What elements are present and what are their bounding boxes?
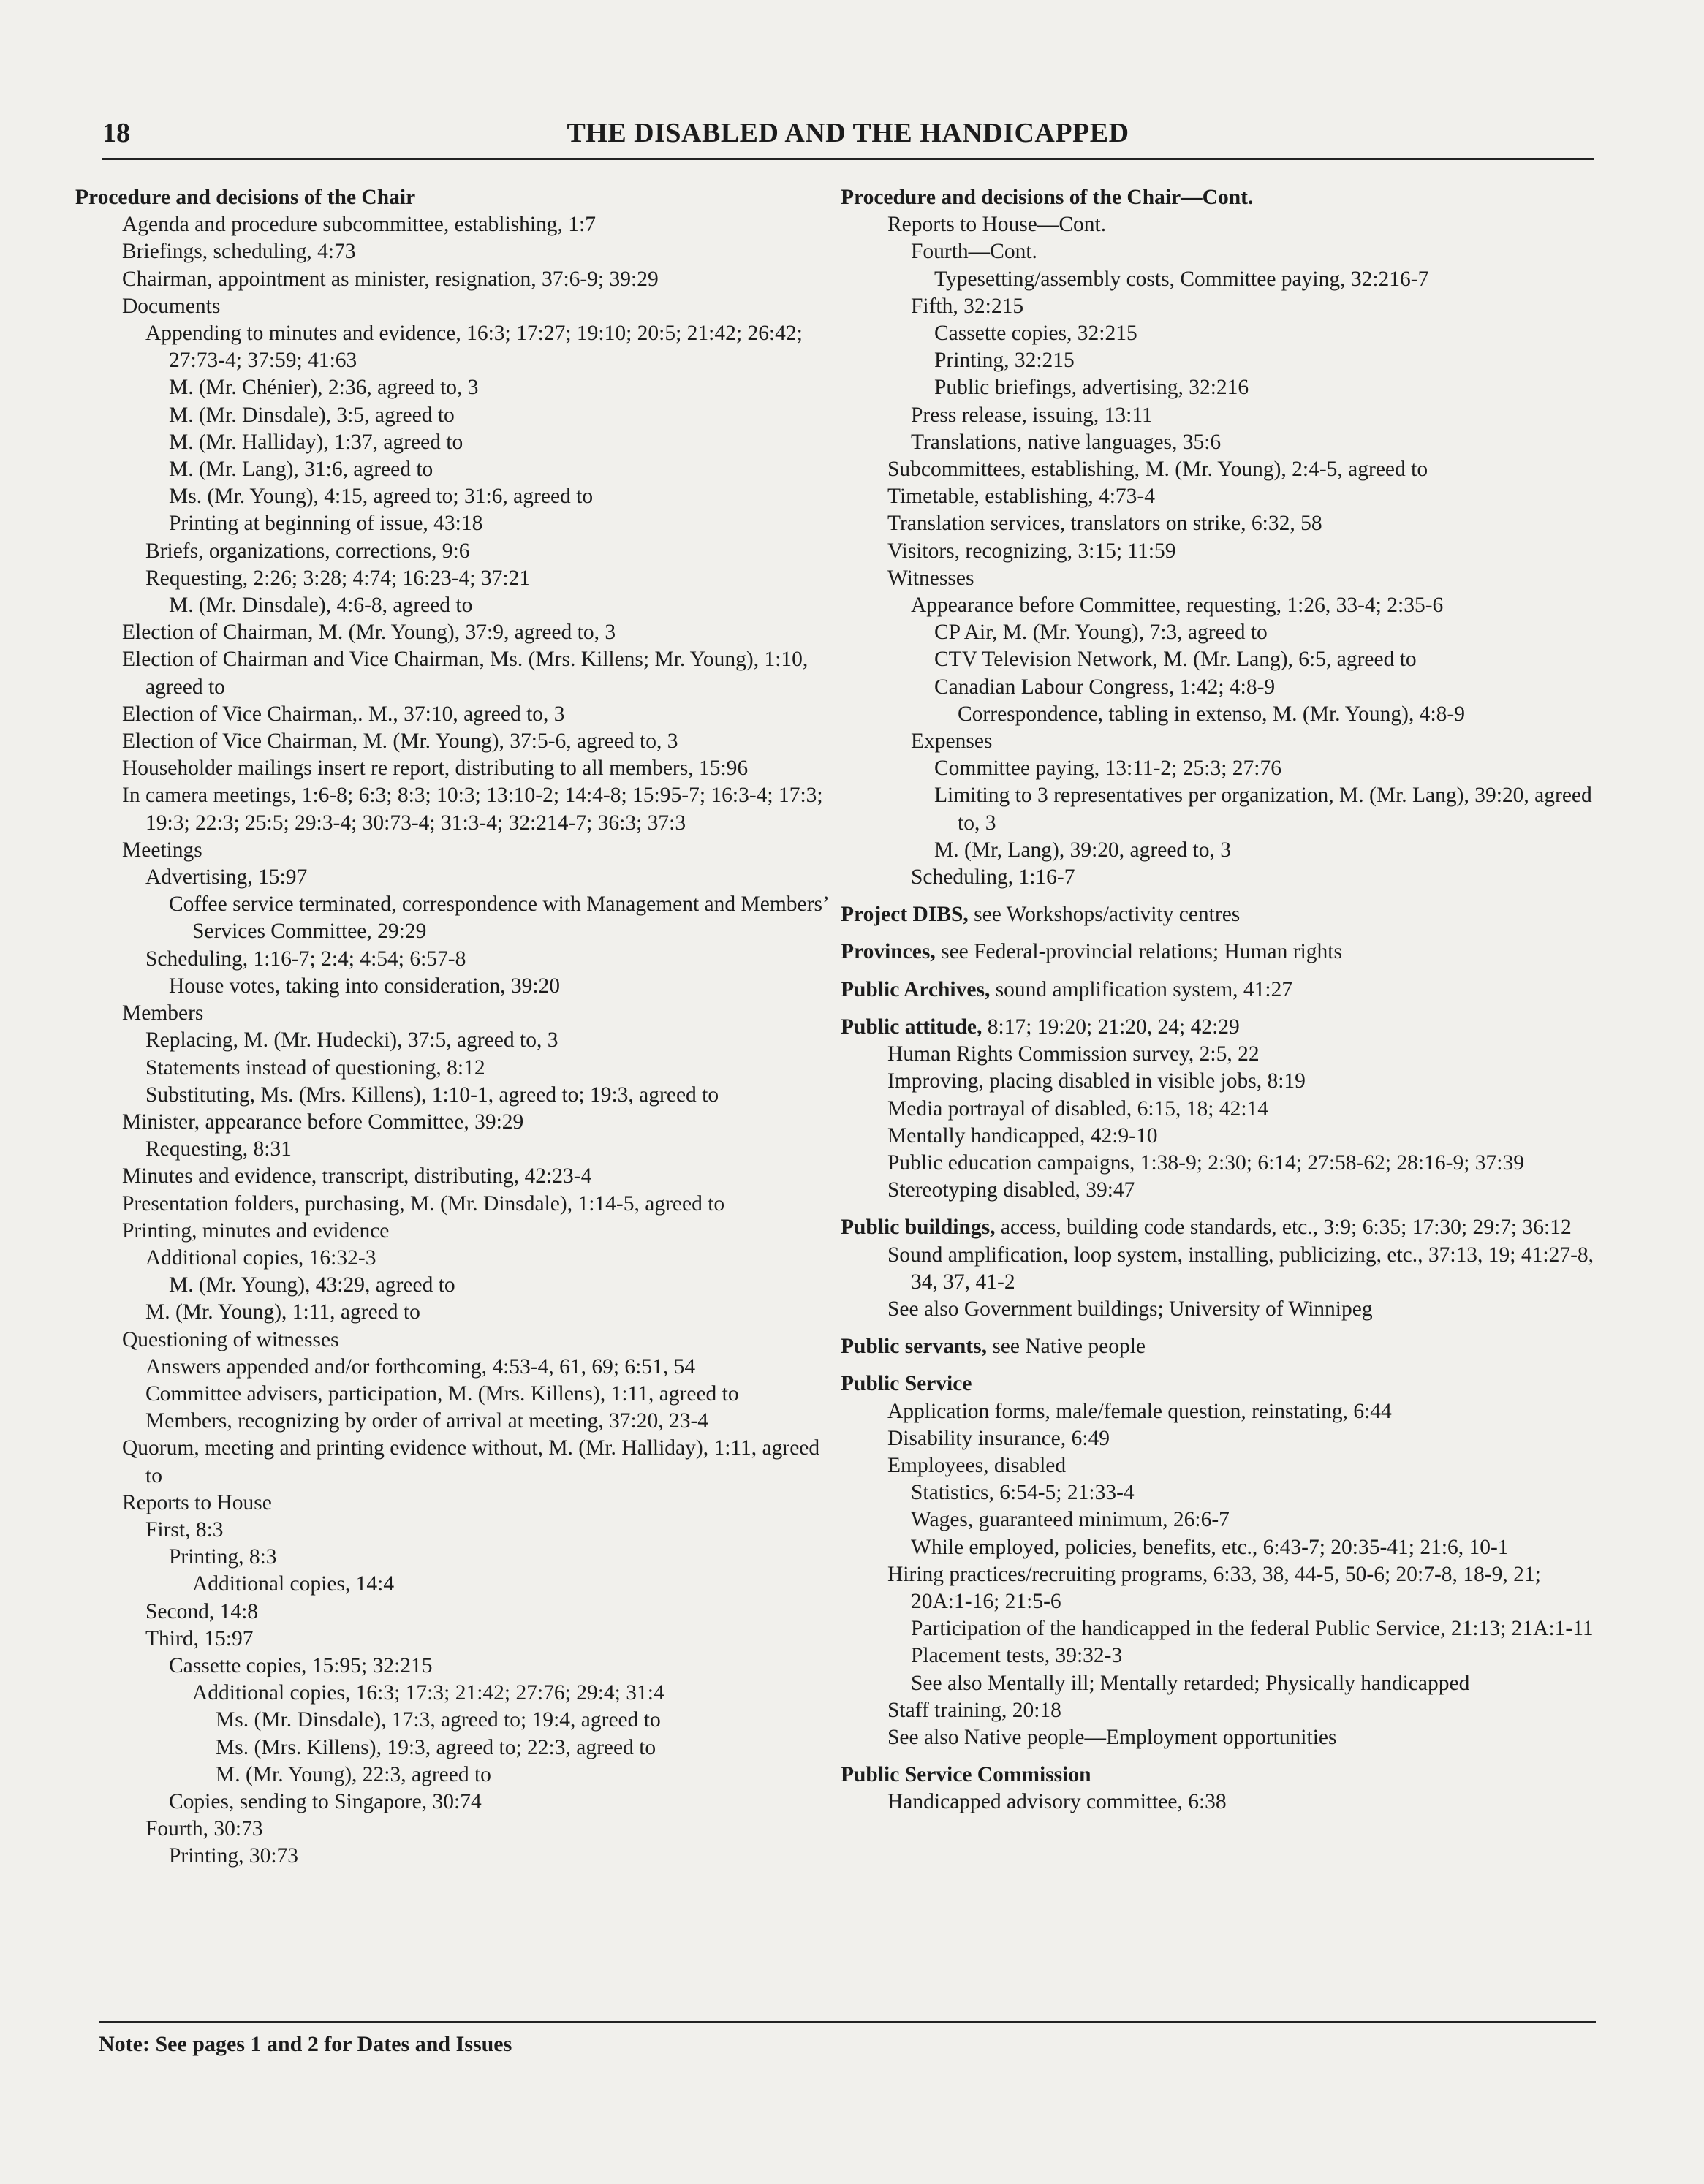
index-entry: Election of Chairman, M. (Mr. Young), 37:9, agreed to, 3 bbox=[122, 621, 616, 645]
index-entry: Witnesses bbox=[887, 566, 974, 590]
index-entry: Agenda and procedure subcommittee, establishing, 1:7 bbox=[122, 213, 597, 237]
index-entry: Third, 15:97 bbox=[145, 1626, 254, 1650]
index-entry: Statistics, 6:54-5; 21:33-4 bbox=[911, 1481, 1135, 1505]
index-entry: Ms. (Mrs. Killens), 19:3, agreed to; 22:3, agreed to bbox=[216, 1735, 656, 1759]
index-entry: Scheduling, 1:16-7; 2:4; 4:54; 6:57-8 bbox=[145, 947, 466, 971]
index-entry-text: access, building code standards, etc., 3:9; 6:35; 17:30; 29:7; 36:12 bbox=[995, 1216, 1572, 1240]
index-entry: Minister, appearance before Committee, 39:29 bbox=[122, 1110, 524, 1134]
index-entry: Media portrayal of disabled, 6:15, 18; 42:14 bbox=[887, 1096, 1269, 1121]
index-entry: Public Service Commission bbox=[841, 1763, 1091, 1787]
index-entry: Ms. (Mr. Young), 4:15, agreed to; 31:6, agreed to bbox=[169, 485, 594, 509]
index-entry: Fifth, 32:215 bbox=[911, 294, 1024, 318]
index-entry: M. (Mr. Chénier), 2:36, agreed to, 3 bbox=[169, 376, 479, 400]
index-entry: Coffee service terminated, correspondence with Management and Members’ Services Committee, 29:29 bbox=[169, 892, 828, 944]
index-entry: Minutes and evidence, transcript, distributing, 42:23-4 bbox=[122, 1164, 592, 1188]
index-entry-text: see Workshops/activity centres bbox=[968, 903, 1241, 927]
index-entry: Reports to House bbox=[122, 1490, 272, 1514]
index-column-left bbox=[75, 184, 837, 1870]
page-header bbox=[102, 117, 1594, 160]
index-entry: See also Government buildings; University of Winnipeg bbox=[887, 1297, 1373, 1321]
index-entry: See also Mentally ill; Mentally retarded; Physically handicapped bbox=[911, 1671, 1470, 1695]
index-entry: Quorum, meeting and printing evidence without, M. (Mr. Halliday), 1:11, agreed to bbox=[122, 1436, 820, 1487]
index-entry: Copies, sending to Singapore, 30:74 bbox=[169, 1789, 482, 1813]
index-entry: Application forms, male/female question, reinstating, 6:44 bbox=[887, 1399, 1392, 1423]
index-entry: Additional copies, 14:4 bbox=[192, 1572, 395, 1596]
index-entry: Visitors, recognizing, 3:15; 11:59 bbox=[887, 539, 1176, 563]
page-number: 18 bbox=[102, 118, 130, 148]
index-entry: Requesting, 2:26; 3:28; 4:74; 16:23-4; 37:21 bbox=[145, 566, 531, 590]
index-entry-text: sound amplification system, 41:27 bbox=[990, 977, 1293, 1001]
index-heading: Public buildings, bbox=[841, 1216, 996, 1240]
index-entry: Members bbox=[122, 1001, 204, 1025]
index-entry: M. (Mr. Young), 1:11, agreed to bbox=[145, 1300, 420, 1324]
index-entry: Cassette copies, 32:215 bbox=[934, 322, 1137, 346]
index-entry: Handicapped advisory committee, 6:38 bbox=[887, 1790, 1227, 1814]
footer-note: Note: See pages 1 and 2 for Dates and Issues bbox=[99, 2032, 512, 2056]
index-entry: Questioning of witnesses bbox=[122, 1327, 339, 1351]
index-entry: Printing at beginning of issue, 43:18 bbox=[169, 512, 483, 536]
index-entry: M. (Mr. Young), 43:29, agreed to bbox=[169, 1273, 455, 1297]
index-entry: Appending to minutes and evidence, 16:3; 17:27; 19:10; 20:5; 21:42; 26:42; 27:73-4; 37:59; 41:63 bbox=[145, 322, 803, 373]
index-entry: House votes, taking into consideration, 39:20 bbox=[169, 974, 561, 998]
index-entry: Fourth, 30:73 bbox=[145, 1817, 263, 1841]
index-entry: Canadian Labour Congress, 1:42; 4:8-9 bbox=[934, 675, 1276, 699]
index-entry: Stereotyping disabled, 39:47 bbox=[887, 1178, 1135, 1202]
index-entry: Printing, 32:215 bbox=[934, 349, 1075, 373]
index-entry: Election of Vice Chairman, M. (Mr. Young), 37:5-6, agreed to, 3 bbox=[122, 729, 678, 754]
index-heading: Provinces, bbox=[841, 940, 936, 964]
index-entry: Election of Vice Chairman,. M., 37:10, agreed to, 3 bbox=[122, 702, 565, 726]
index-heading: Public attitude, bbox=[841, 1015, 982, 1039]
index-entry: Chairman, appointment as minister, resignation, 37:6-9; 39:29 bbox=[122, 267, 659, 291]
index-entry: Ms. (Mr. Dinsdale), 17:3, agreed to; 19:4, agreed to bbox=[216, 1708, 661, 1732]
index-entry: Public Service bbox=[841, 1372, 972, 1396]
page-title: THE DISABLED AND THE HANDICAPPED bbox=[567, 118, 1129, 148]
index-entry: Members, recognizing by order of arrival at meeting, 37:20, 23-4 bbox=[145, 1409, 709, 1433]
index-entry bbox=[841, 939, 1595, 966]
index-entry: Printing, minutes and evidence bbox=[122, 1218, 390, 1243]
index-entry: In camera meetings, 1:6-8; 6:3; 8:3; 10:3; 13:10-2; 14:4-8; 15:95-7; 16:3-4; 17:3; 19:3; 22:3; 25:5; 29:3-4; 30:73-4; 31:3-4; 32:214-7; 36:3; 37:3 bbox=[122, 784, 823, 835]
index-entry: Timetable, establishing, 4:73-4 bbox=[887, 485, 1155, 509]
index-entry: Statements instead of questioning, 8:12 bbox=[145, 1055, 485, 1080]
index-entry bbox=[841, 977, 1595, 1004]
index-entry: Limiting to 3 representatives per organization, M. (Mr. Lang), 39:20, agreed to, 3 bbox=[934, 784, 1592, 835]
index-heading: Project DIBS, bbox=[841, 903, 969, 927]
index-entry: Fourth—Cont. bbox=[911, 240, 1037, 264]
index-entry: M. (Mr. Lang), 31:6, agreed to bbox=[169, 458, 433, 482]
index-entry: Additional copies, 16:32-3 bbox=[145, 1245, 376, 1270]
index-entry: Participation of the handicapped in the federal Public Service, 21:13; 21A:1-11 bbox=[911, 1617, 1594, 1641]
index-entry: Advertising, 15:97 bbox=[145, 865, 308, 890]
index-entry: Requesting, 8:31 bbox=[145, 1137, 292, 1161]
index-entry-text: see Native people bbox=[986, 1335, 1146, 1359]
index-entry: Committee advisers, participation, M. (Mrs. Killens), 1:11, agreed to bbox=[145, 1381, 739, 1406]
index-entry bbox=[841, 901, 1595, 928]
index-entry: Committee paying, 13:11-2; 25:3; 27:76 bbox=[934, 757, 1281, 781]
index-entry: Press release, issuing, 13:11 bbox=[911, 403, 1153, 427]
index-entry: Procedure and decisions of the Chair—Cont. bbox=[841, 186, 1254, 209]
index-entry: Documents bbox=[122, 294, 221, 318]
index-entry: Presentation folders, purchasing, M. (Mr. Dinsdale), 1:14-5, agreed to bbox=[122, 1191, 725, 1216]
index-entry-text: see Federal-provincial relations; Human rights bbox=[935, 940, 1342, 964]
index-entry: Procedure and decisions of the Chair bbox=[75, 186, 416, 209]
index-entry: Meetings bbox=[122, 838, 202, 862]
index-entry: M. (Mr. Halliday), 1:37, agreed to bbox=[169, 430, 463, 454]
index-column-right bbox=[841, 184, 1595, 1816]
index-entry: Reports to House—Cont. bbox=[887, 213, 1107, 237]
index-entry: Improving, placing disabled in visible jobs, 8:19 bbox=[887, 1069, 1306, 1093]
index-entry: Householder mailings insert re report, distributing to all members, 15:96 bbox=[122, 757, 749, 781]
index-entry bbox=[841, 1214, 1595, 1241]
index-entry: Public briefings, advertising, 32:216 bbox=[934, 376, 1249, 400]
index-entry: Briefs, organizations, corrections, 9:6 bbox=[145, 539, 470, 563]
index-entry: M. (Mr. Dinsdale), 4:6-8, agreed to bbox=[169, 594, 473, 618]
index-entry: Translation services, translators on strike, 6:32, 58 bbox=[887, 512, 1322, 536]
index-entry: Placement tests, 39:32-3 bbox=[911, 1644, 1123, 1668]
index-entry: Typesetting/assembly costs, Committee paying, 32:216-7 bbox=[934, 267, 1429, 291]
index-entry: CTV Television Network, M. (Mr. Lang), 6:5, agreed to bbox=[934, 648, 1417, 672]
index-heading: Public servants, bbox=[841, 1335, 987, 1359]
index-entry bbox=[841, 1014, 1595, 1041]
index-entry: Expenses bbox=[911, 729, 993, 754]
index-entry: Second, 14:8 bbox=[145, 1599, 259, 1623]
index-heading: Public Archives, bbox=[841, 977, 991, 1001]
index-entry: Election of Chairman and Vice Chairman, Ms. (Mrs. Killens; Mr. Young), 1:10, agreed to bbox=[122, 648, 809, 699]
index-entry: Hiring practices/recruiting programs, 6:33, 38, 44-5, 50-6; 20:7-8, 18-9, 21; 20A:1-16; 21:5-6 bbox=[887, 1562, 1541, 1613]
index-entry: First, 8:3 bbox=[145, 1517, 224, 1542]
index-entry: Translations, native languages, 35:6 bbox=[911, 430, 1222, 454]
index-entry: M. (Mr. Dinsdale), 3:5, agreed to bbox=[169, 403, 455, 427]
index-entry: Sound amplification, loop system, installing, publicizing, etc., 37:13, 19; 41:27-8, 34, 37, 41-2 bbox=[887, 1243, 1594, 1294]
index-entry: Substituting, Ms. (Mrs. Killens), 1:10-1, agreed to; 19:3, agreed to bbox=[145, 1082, 719, 1107]
index-entry: Cassette copies, 15:95; 32:215 bbox=[169, 1653, 433, 1677]
index-entry: Employees, disabled bbox=[887, 1453, 1067, 1477]
index-entry: Subcommittees, establishing, M. (Mr. Young), 2:4-5, agreed to bbox=[887, 458, 1428, 482]
index-entry: Printing, 30:73 bbox=[169, 1844, 299, 1868]
index-entry: Replacing, M. (Mr. Hudecki), 37:5, agreed to, 3 bbox=[145, 1028, 558, 1053]
index-entry: Mentally handicapped, 42:9-10 bbox=[887, 1123, 1158, 1148]
index-entry: Additional copies, 16:3; 17:3; 21:42; 27:76; 29:4; 31:4 bbox=[192, 1681, 664, 1705]
index-entry bbox=[841, 1333, 1595, 1360]
index-entry: Wages, guaranteed minimum, 26:6-7 bbox=[911, 1508, 1230, 1532]
index-entry-text: 8:17; 19:20; 21:20, 24; 42:29 bbox=[982, 1015, 1240, 1039]
index-entry: See also Native people—Employment opportunities bbox=[887, 1725, 1337, 1749]
index-entry: Public education campaigns, 1:38-9; 2:30; 6:14; 27:58-62; 28:16-9; 37:39 bbox=[887, 1150, 1524, 1175]
index-entry: While employed, policies, benefits, etc., 6:43-7; 20:35-41; 21:6, 10-1 bbox=[911, 1535, 1509, 1559]
index-entry: Briefings, scheduling, 4:73 bbox=[122, 240, 356, 264]
index-entry: CP Air, M. (Mr. Young), 7:3, agreed to bbox=[934, 621, 1268, 645]
index-entry: Human Rights Commission survey, 2:5, 22 bbox=[887, 1042, 1260, 1066]
footer-rule bbox=[99, 2021, 1596, 2023]
index-entry: Disability insurance, 6:49 bbox=[887, 1426, 1110, 1450]
index-entry: M. (Mr, Lang), 39:20, agreed to, 3 bbox=[934, 838, 1231, 862]
index-entry: Staff training, 20:18 bbox=[887, 1698, 1061, 1722]
index-entry: Answers appended and/or forthcoming, 4:53-4, 61, 69; 6:51, 54 bbox=[145, 1354, 696, 1379]
index-entry: M. (Mr. Young), 22:3, agreed to bbox=[216, 1762, 491, 1786]
index-entry: Scheduling, 1:16-7 bbox=[911, 865, 1075, 890]
index-entry: Appearance before Committee, requesting, 1:26, 33-4; 2:35-6 bbox=[911, 594, 1444, 618]
index-entry: Printing, 8:3 bbox=[169, 1545, 277, 1569]
index-entry: Correspondence, tabling in extenso, M. (Mr. Young), 4:8-9 bbox=[958, 702, 1465, 726]
